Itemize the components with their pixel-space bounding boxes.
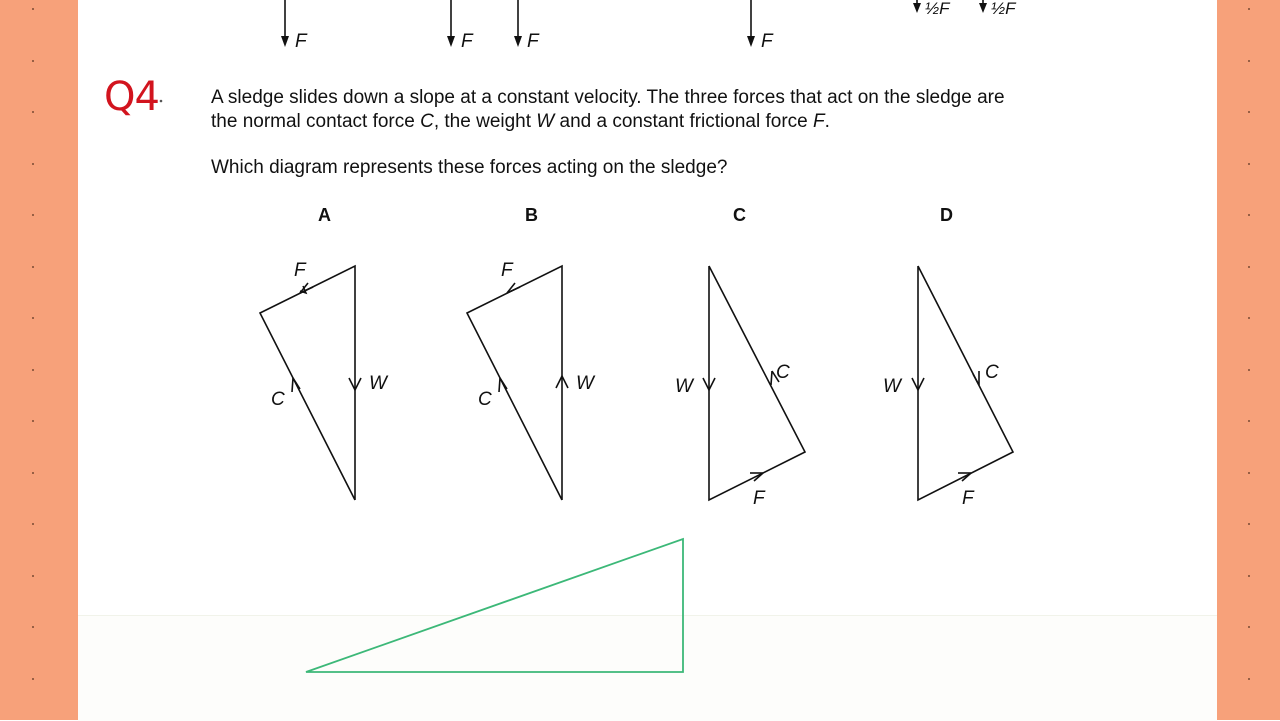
fragment-F-label: F [461,31,473,52]
option-letter-A: A [318,205,331,225]
diagram-A [260,266,361,500]
diagram-B [467,266,568,500]
question-prompt: Which diagram represents these forces acting on the sledge? [211,157,728,178]
question-text-line1: A sledge slides down a slope at a constant velocity. The three forces that act on the sledge are [211,87,1005,108]
diagram-B-F-label: F [501,260,513,281]
fragment-F-label: F [295,31,307,52]
diagram-B-W-label: W [576,373,594,394]
diagram-C-W-label: W [675,376,693,397]
option-letter-D: D [940,205,953,225]
diagram-A-C-label: C [271,389,285,410]
question-text-line2: the normal contact force C, the weight W and a constant frictional force F. [211,111,830,132]
diagram-C-C-label: C [776,362,790,383]
fragment-F-label: F [761,31,773,52]
diagram-C [703,266,805,500]
diagram-C-F-label: F [753,488,765,509]
diagram-D [912,266,1013,500]
diagram-D-F-label: F [962,488,974,509]
slope-annotation-triangle [306,539,683,672]
fragment-F-label: F [527,31,539,52]
question-number-dot [160,100,163,103]
diagram-A-F-label: F [294,260,306,281]
option-letter-B: B [525,205,538,225]
diagram-D-C-label: C [985,362,999,383]
diagram-A-W-label: W [369,373,387,394]
option-letter-C: C [733,205,746,225]
fragment-half-F-label: ½F [925,0,950,18]
question-number: Q4 [104,74,159,120]
fragment-half-F-label: ½F [991,0,1016,18]
diagram-D-W-label: W [883,376,901,397]
diagram-B-C-label: C [478,389,492,410]
